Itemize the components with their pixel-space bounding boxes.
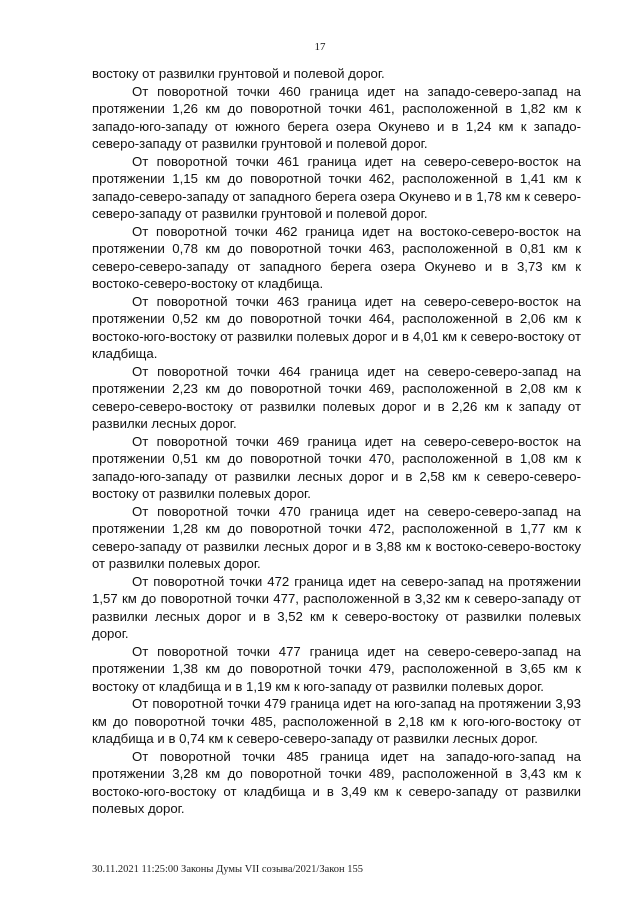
paragraph: От поворотной точки 470 граница идет на северо-северо-запад на протяжении 1,28 км до поворотной точки 472, расположенной в 1,77 км к северо-западу от развилки лесных дорог и в 3,88 км к востоко-северо-востоку от развилки полевых дорог. <box>92 503 581 571</box>
paragraph: От поворотной точки 472 граница идет на северо-запад на протяжении 1,57 км до поворотной точки 477, расположенной в 3,32 км к северо-западу от развилки лесных дорог и в 3,52 км к северо-востоку от развилки полевых дорог. <box>92 573 581 641</box>
document-footer: 30.11.2021 11:25:00 Законы Думы VII созыва/2021/Закон 155 <box>92 864 364 875</box>
paragraph: От поворотной точки 485 граница идет на западо-юго-запад на протяжении 3,28 км до поворотной точки 489, расположенной в 3,43 км к востоко-юго-востоку от кладбища и в 3,49 км к северо-западу от развилки полевых дорог. <box>92 748 581 816</box>
document-body <box>92 65 581 818</box>
paragraph: От поворотной точки 479 граница идет на юго-запад на протяжении 3,93 км до поворотной точки 485, расположенной в 2,18 км к юго-юго-востоку от кладбища и в 0,74 км к северо-северо-западу от развилки лесных дорог. <box>92 696 581 746</box>
paragraph: От поворотной точки 477 граница идет на северо-северо-запад на протяжении 1,38 км до поворотной точки 479, расположенной в 3,65 км к востоку от кладбища и в 1,19 км к юго-западу от развилки полевых дорог. <box>92 643 581 694</box>
paragraph: От поворотной точки 462 граница идет на востоко-северо-восток на протяжении 0,78 км до поворотной точки 463, расположенной в 0,81 км к северо-северо-западу от западного берега озера Окунево и в 3,73 км к востоко-северо-востоку от кладбища. <box>92 223 581 291</box>
paragraph: От поворотной точки 464 граница идет на северо-северо-запад на протяжении 2,23 км до поворотной точки 469, расположенной в 2,08 км к северо-северо-востоку от развилки полевых дорог и в 2,26 км к западу от развилки лесных дорог. <box>92 363 581 431</box>
paragraph: От поворотной точки 469 граница идет на северо-северо-восток на протяжении 0,51 км до поворотной точки 470, расположенной в 1,08 км к западо-юго-западу от развилки лесных дорог и в 2,58 км к северо-северо-востоку от развилки полевых дорог. <box>92 433 581 501</box>
paragraph-continuation: востоку от развилки грунтовой и полевой дорог. <box>92 66 385 81</box>
paragraph: От поворотной точки 460 граница идет на западо-северо-запад на протяжении 1,26 км до поворотной точки 461, расположенной в 1,82 км к западо-юго-западу от южного берега озера Окунево и в 1,24 км к западо-северо-западу от развилки грунтовой и полевой дорог. <box>92 83 581 151</box>
paragraph: От поворотной точки 463 граница идет на северо-северо-восток на протяжении 0,52 км до поворотной точки 464, расположенной в 2,06 км к востоко-юго-востоку от развилки полевых дорог и в 4,01 км к северо-востоку от кладбища. <box>92 293 581 361</box>
paragraph: От поворотной точки 461 граница идет на северо-северо-восток на протяжении 1,15 км до поворотной точки 462, расположенной в 1,41 км к западо-северо-западу от западного берега озера Окунево и в 1,78 км к северо-северо-западу от развилки грунтовой и полевой дорог. <box>92 153 581 221</box>
page-number: 17 <box>314 41 326 53</box>
